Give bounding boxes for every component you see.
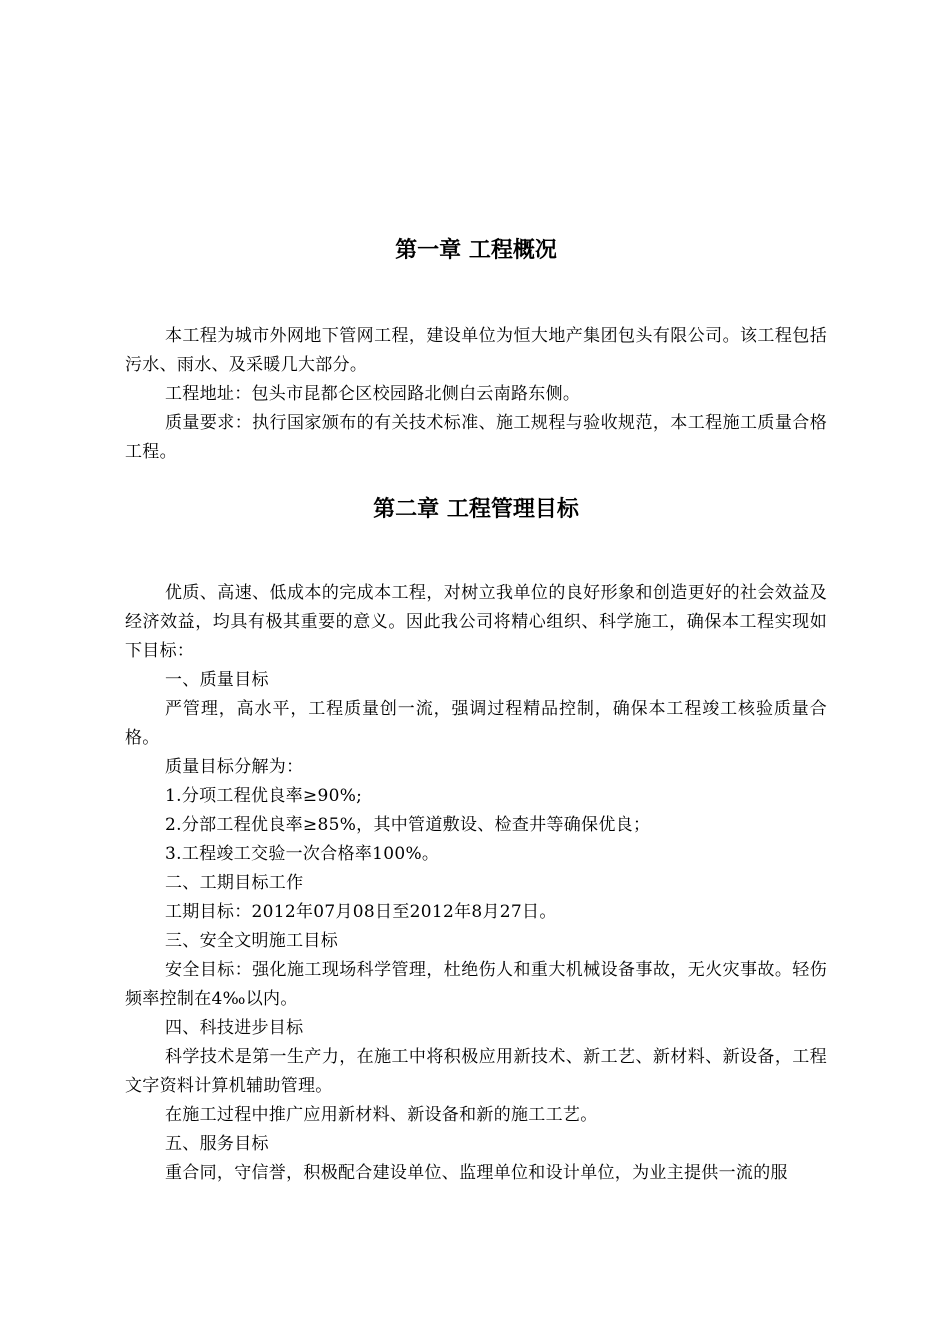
quality-goal-heading: 一、质量目标 — [165, 670, 269, 690]
list-item: 2.分部工程优良率≥85%，其中管道敷设、检查井等确保优良； — [165, 815, 651, 835]
safety-goal-paragraph: 安全目标：强化施工现场科学管理，杜绝伤人和重大机械设备事故，无火灾事故。轻伤频率控制在4‰以内。 — [125, 960, 827, 1009]
tech-promotion-paragraph: 在施工过程中推广应用新材料、新设备和新的施工工艺。 — [165, 1105, 598, 1125]
chapter-1-title: 第一章 工程概况 — [395, 238, 557, 263]
list-item: 3.工程竣工交验一次合格率100%。 — [165, 844, 440, 864]
intro-paragraph: 优质、高速、低成本的完成本工程，对树立我单位的良好形象和创造更好的社会效益及经济效益，均具有极其重要的意义。因此我公司将精心组织、科学施工，确保本工程实现如下目标： — [125, 583, 827, 661]
tech-progress-paragraph: 科学技术是第一生产力，在施工中将积极应用新技术、新工艺、新材料、新设备，工程文字资料计算机辅助管理。 — [125, 1047, 827, 1096]
service-goal-heading: 五、服务目标 — [165, 1134, 269, 1154]
quality-breakdown-label: 质量目标分解为： — [165, 757, 304, 777]
chapter-1-body — [125, 322, 827, 467]
tech-progress-heading: 四、科技进步目标 — [165, 1018, 304, 1038]
schedule-goal-paragraph: 工期目标：2012年07月08日至2012年8月27日。 — [165, 902, 557, 922]
quality-requirement-paragraph: 质量要求：执行国家颁布的有关技术标准、施工规程与验收规范，本工程施工质量合格工程。 — [125, 413, 827, 462]
quality-goal-paragraph: 严管理，高水平，工程质量创一流，强调过程精品控制，确保本工程竣工核验质量合格。 — [125, 699, 827, 748]
safety-goal-heading: 三、安全文明施工目标 — [165, 931, 338, 951]
list-item: 1.分项工程优良率≥90%; — [165, 786, 363, 806]
chapter-2-title: 第二章 工程管理目标 — [373, 497, 579, 522]
project-overview-paragraph: 本工程为城市外网地下管网工程，建设单位为恒大地产集团包头有限公司。该工程包括污水、雨水、及采暖几大部分。 — [125, 326, 827, 375]
schedule-goal-heading: 二、工期目标工作 — [165, 873, 304, 893]
service-goal-paragraph: 重合同，守信誉，积极配合建设单位、监理单位和设计单位，为业主提供一流的服 — [165, 1163, 788, 1183]
chapter-2-body — [125, 579, 827, 1188]
project-address-paragraph: 工程地址：包头市昆都仑区校园路北侧白云南路东侧。 — [165, 384, 581, 404]
